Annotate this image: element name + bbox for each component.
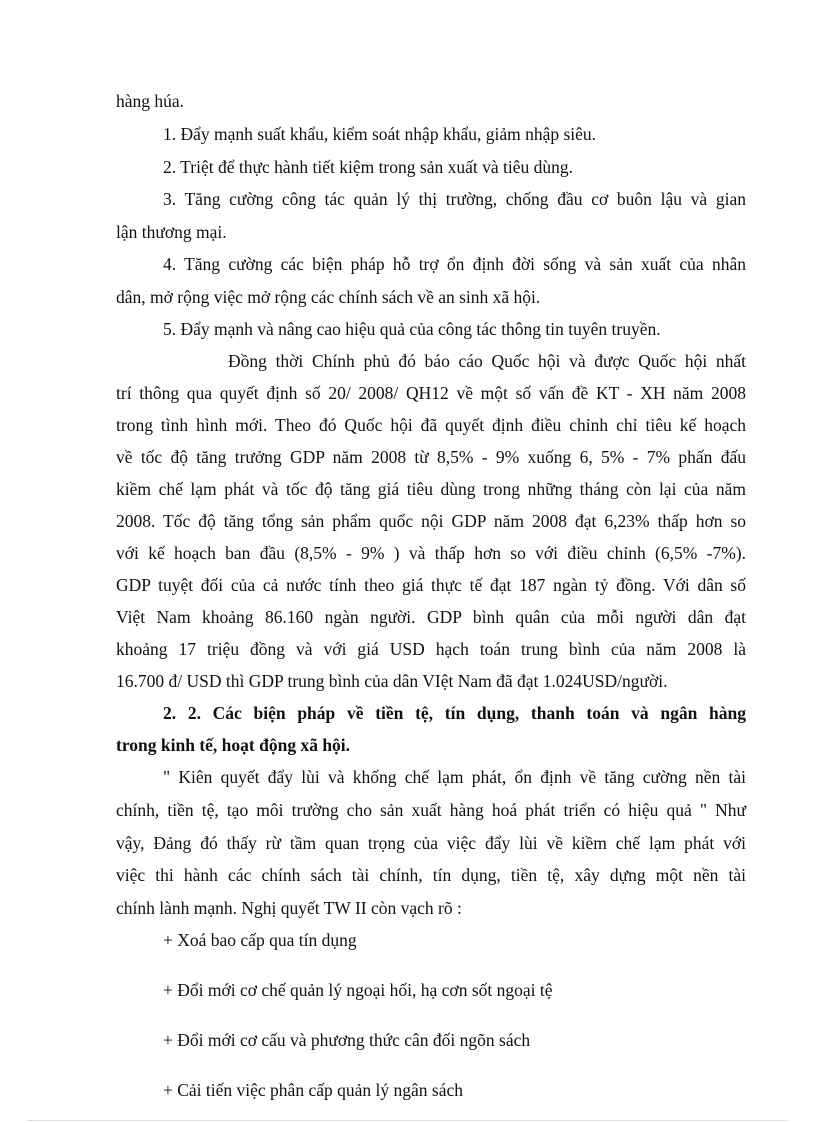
paragraph-line: trong tình hình mới. Theo đó Quốc hội đã quyết định điều chỉnh chỉ tiêu kế hoạch	[116, 415, 746, 435]
section-heading: 2. 2. Các biện pháp về tiền tệ, tín dụng, thanh toán và ngân hàng	[163, 703, 746, 723]
paragraph-line: 2008. Tốc độ tăng tổng sản phẩm quốc nội GDP năm 2008 đạt 6,23% thấp hơn so	[116, 511, 746, 531]
numbered-item-5: 5. Đẩy mạnh và nâng cao hiệu quả của công tác thông tin tuyên truyền.	[163, 319, 661, 339]
text-line: lận thương mại.	[116, 222, 227, 242]
bullet-item: + Cải tiến việc phân cấp quản lý ngân sách	[163, 1080, 463, 1100]
paragraph-line: " Kiên quyết đẩy lùi và khống chế lạm phát, ổn định về tăng cường nền tài	[163, 767, 746, 787]
paragraph-line: kiềm chế lạm phát và tốc độ tăng giá tiêu dùng trong những tháng còn lại của năm	[116, 479, 746, 499]
paragraph-line: vậy, Đảng đó thấy rừ tầm quan trọng của việc đẩy lùi về kiềm chế lạm phát với	[116, 833, 746, 853]
paragraph-line: Đồng thời Chính phủ đó báo cáo Quốc hội và được Quốc hội nhất	[228, 351, 746, 371]
bullet-item: + Đổi mới cơ cấu và phương thức cân đối ngõn sách	[163, 1030, 531, 1050]
paragraph-line: chính lành mạnh. Nghị quyết TW II còn vạch rõ :	[116, 898, 462, 918]
numbered-item-3: 3. Tăng cường công tác quản lý thị trường, chống đầu cơ buôn lậu và gian	[163, 189, 746, 209]
paragraph-line: trí thông qua quyết định số 20/ 2008/ QH12 về một số vấn đề KT - XH năm 2008	[116, 383, 746, 403]
paragraph-line: Việt Nam khoảng 86.160 ngàn người. GDP bình quân của mỗi người dân đạt	[116, 607, 746, 627]
paragraph-line: chính, tiền tệ, tạo môi trường cho sản xuất hàng hoá phát triển có hiệu quả " Như	[116, 800, 746, 820]
paragraph-line: việc thi hành các chính sách tài chính, tín dụng, tiền tệ, xây dựng một nền tài	[116, 865, 746, 885]
bullet-item: + Xoá bao cấp qua tín dụng	[163, 930, 357, 950]
paragraph-line: với kế hoạch ban đầu (8,5% - 9% ) và thấp hơn so với điều chỉnh (6,5% -7%).	[116, 543, 746, 563]
text-line: dân, mở rộng việc mở rộng các chính sách về an sinh xã hội.	[116, 287, 541, 307]
paragraph-line: khoảng 17 triệu đồng và với giá USD hạch toán trung bình của năm 2008 là	[116, 639, 746, 659]
text-line: hàng húa.	[116, 91, 185, 111]
paragraph-line: GDP tuyệt đối của cả nước tính theo giá thực tế đạt 187 ngàn tỷ đồng. Với dân số	[116, 575, 746, 595]
paragraph-line: 16.700 đ/ USD thì GDP trung bình của dân VIệt Nam đã đạt 1.024USD/người.	[116, 671, 668, 691]
numbered-item-1: 1. Đẩy mạnh suất khẩu, kiểm soát nhập khẩu, giảm nhập siêu.	[163, 124, 597, 144]
paragraph-line: về tốc độ tăng trưởng GDP năm 2008 từ 8,5% - 9% xuống 6, 5% - 7% phấn đấu	[116, 447, 746, 467]
numbered-item-2: 2. Triệt để thực hành tiết kiệm trong sản xuất và tiêu dùng.	[163, 157, 573, 177]
page-bottom-divider	[28, 1120, 788, 1121]
numbered-item-4: 4. Tăng cường các biện pháp hỗ trợ ổn định đời sống và sản xuất của nhân	[163, 254, 746, 274]
bullet-item: + Đổi mới cơ chế quản lý ngoại hối, hạ cơn sốt ngoại tệ	[163, 980, 553, 1000]
section-heading: trong kinh tế, hoạt động xã hội.	[116, 735, 351, 755]
